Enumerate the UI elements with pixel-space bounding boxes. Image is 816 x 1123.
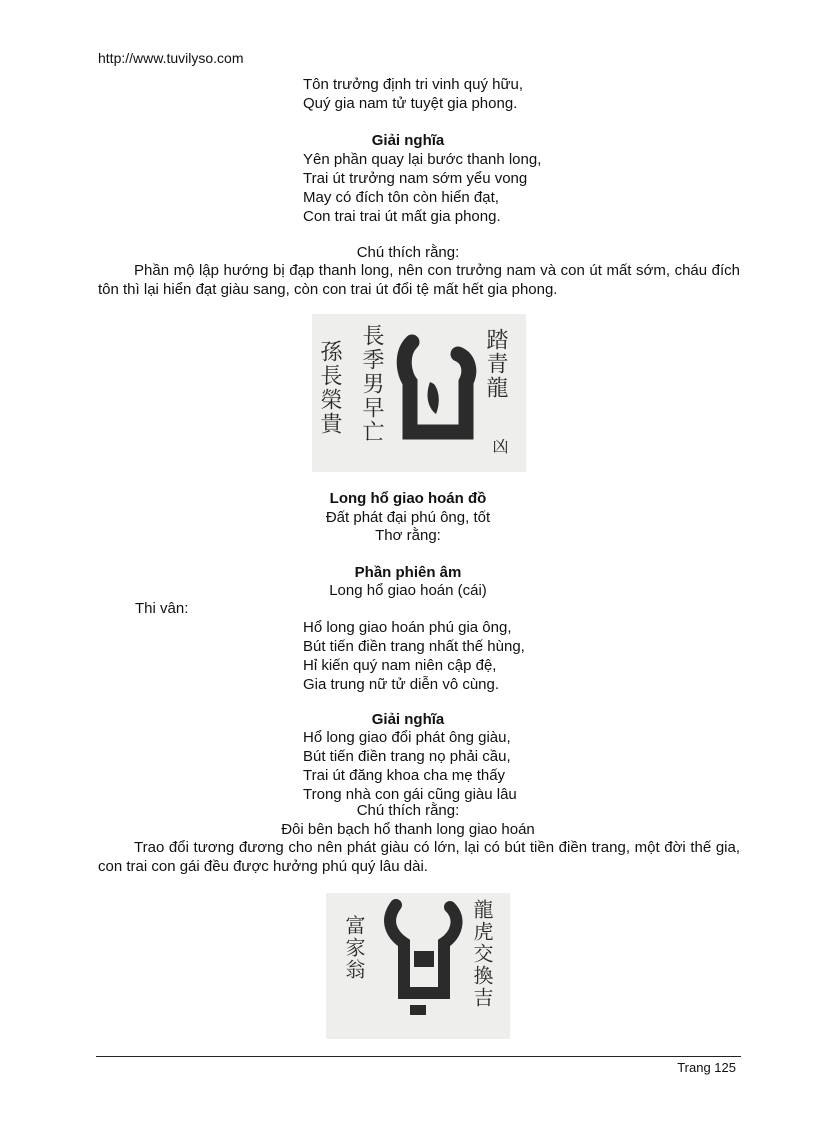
note-heading-2: Chú thích rằng: — [356, 802, 460, 819]
verse-lines-2 — [303, 618, 525, 694]
tomb-diagram-1 — [312, 314, 526, 472]
caption-right-bottom: 凶 — [490, 438, 509, 456]
verse-line: Hổ long giao hoán phú gia ông, — [303, 619, 512, 636]
diagram-title: Long hổ giao hoán đồ — [329, 490, 487, 507]
explain-line: Bút tiến điền trang nọ phải cầu, — [303, 748, 511, 765]
verse-line: Quý gia nam tử tuyệt gia phong. — [303, 95, 518, 112]
poem-intro: Thơ rằng: — [375, 527, 441, 544]
tomb-inner-mark — [428, 382, 439, 414]
explain-line: Trai út trưởng nam sớm yểu vong — [303, 170, 528, 187]
explain-lines-1 — [303, 150, 541, 226]
tomb-base-mark — [410, 1005, 426, 1015]
tomb-inner-mark — [414, 951, 434, 967]
explain-heading-1: Giải nghĩa — [371, 132, 445, 149]
note-heading-1: Chú thích rằng: — [356, 244, 460, 261]
verse-tail — [303, 75, 523, 113]
verse-line: Gia trung nữ tử diễn vô cùng. — [303, 676, 500, 693]
note-sub-2: Đôi bên bạch hổ thanh long giao hoán — [281, 821, 535, 838]
tomb-outline — [404, 342, 469, 432]
caption-right: 龍虎交換吉 — [470, 899, 494, 1009]
explain-line: Hổ long giao đổi phát ông giàu, — [303, 729, 511, 746]
diagram-subtitle: Đất phát đại phú ông, tốt — [325, 509, 491, 526]
explain-line: May có đích tôn còn hiển đạt, — [303, 189, 499, 206]
footer-rule — [96, 1056, 741, 1057]
phien-am-sub: Long hổ giao hoán (cái) — [329, 582, 487, 599]
verse-line: Bút tiến điền trang nhất thế hùng, — [303, 638, 525, 655]
explain-line: Trong nhà con gái cũng giàu lâu — [303, 786, 517, 803]
verse-line: Hỉ kiến quý nam niên cập đệ, — [303, 657, 497, 674]
page-number: Trang 125 — [677, 1060, 736, 1075]
caption-middle: 長季男早亡 — [359, 324, 384, 444]
phien-am-heading: Phần phiên âm — [354, 564, 462, 581]
site-url: http://www.tuvilyso.com — [98, 50, 244, 66]
explain-heading-2: Giải nghĩa — [371, 711, 445, 728]
note-paragraph-2: Trao đổi tương đương cho nên phát giàu có lớn, lại có bút tiền điền trang, một đời thế gia, con trai con gái đều được hưởng phú quý lâu dài. — [98, 839, 740, 875]
explain-line: Con trai trai út mất gia phong. — [303, 208, 501, 225]
tomb-outline — [390, 905, 456, 993]
explain-line: Trai út đăng khoa cha mẹ thấy — [303, 767, 506, 784]
explain-lines-2 — [303, 728, 517, 804]
thi-van-label: Thi vân: — [135, 600, 189, 617]
explain-line: Yên phần quay lại bước thanh long, — [303, 151, 542, 168]
note-paragraph-1: Phần mộ lập hướng bị đạp thanh long, nên con trưởng nam và con út mất sớm, cháu đích tôn thì lại hiển đạt giàu sang, còn con trai út đổi tệ mất hết gia phong. — [98, 262, 740, 298]
caption-left: 富家翁 — [342, 915, 366, 981]
tomb-diagram-2 — [326, 893, 510, 1039]
verse-line: Tôn trưởng định tri vinh quý hữu, — [303, 76, 524, 93]
caption-left: 孫長榮貴 — [317, 340, 342, 436]
caption-right: 踏青龍 — [483, 328, 508, 400]
